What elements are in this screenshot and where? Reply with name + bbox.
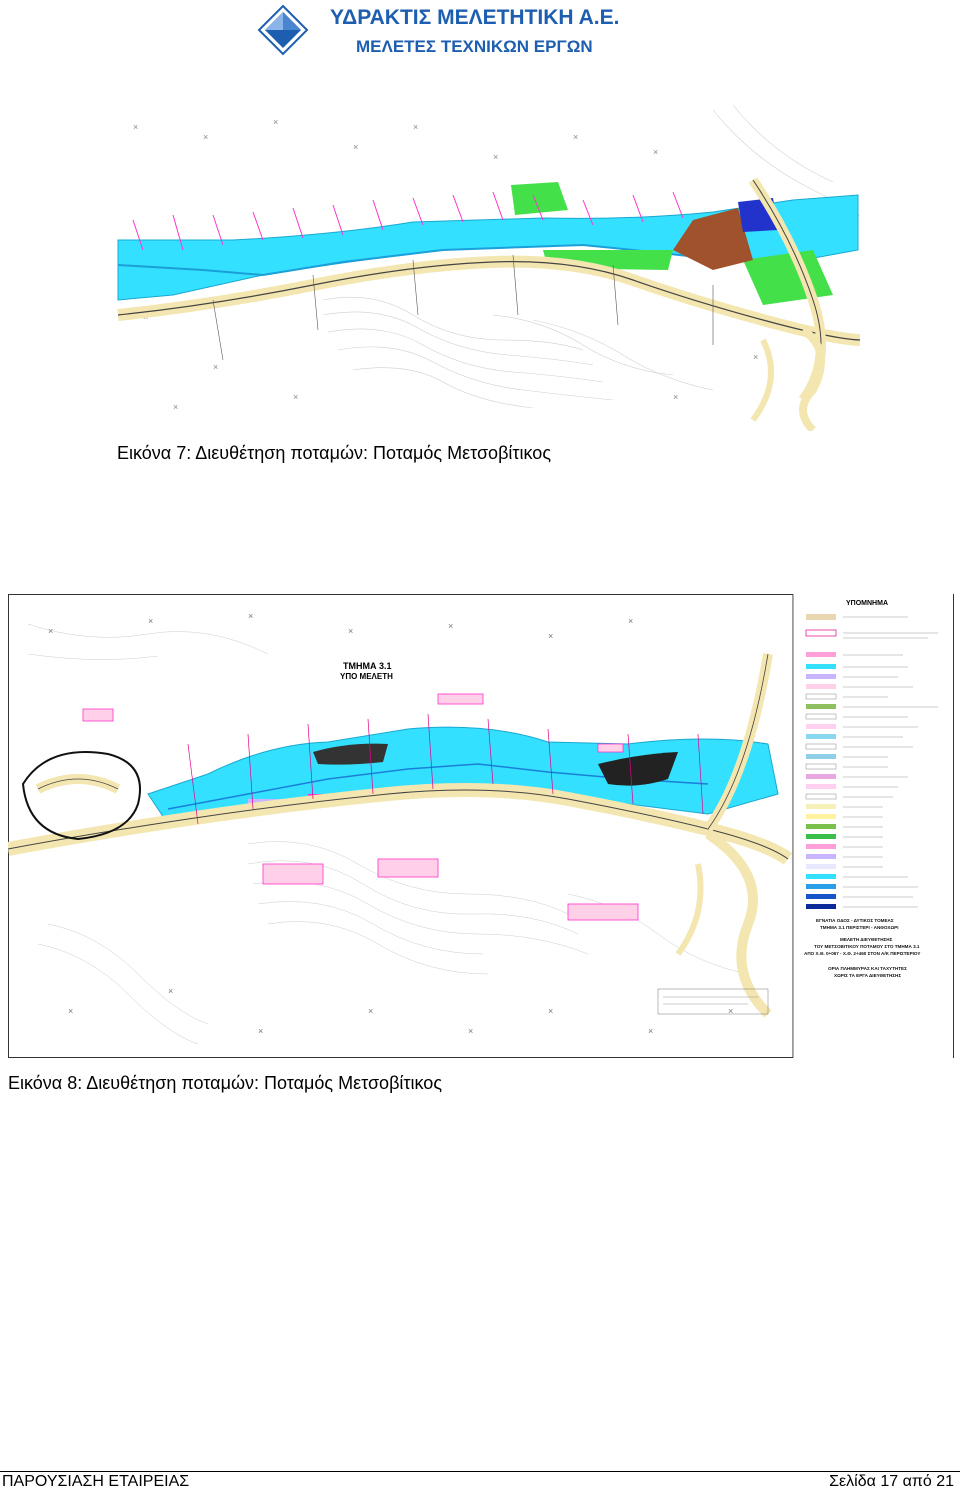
svg-text:ΤΟΥ ΜΕΤΣΟΒΙΤΙΚΟΥ ΠΟΤΑΜΟΥ ΣΤΟ Τ: ΤΟΥ ΜΕΤΣΟΒΙΤΙΚΟΥ ΠΟΤΑΜΟΥ ΣΤΟ ΤΜΗΜΑ 3.1 (814, 944, 920, 949)
svg-text:×: × (753, 352, 759, 362)
svg-text:×: × (353, 142, 359, 152)
page-header (0, 0, 960, 62)
svg-text:×: × (648, 1026, 654, 1036)
legend-title: ΥΠΟΜΝΗΜΑ (846, 600, 888, 607)
svg-text:×: × (203, 132, 209, 142)
figure-8-river-plan (8, 594, 954, 1058)
svg-text:×: × (248, 611, 254, 621)
section-sublabel: ΥΠΟ ΜΕΛΕΤΗ (340, 672, 393, 681)
svg-text:×: × (348, 626, 354, 636)
svg-text:ΕΓΝΑΤΙΑ ΟΔΟΣ - ΔΥΤΙΚΟΣ ΤΟΜΕΑΣ: ΕΓΝΑΤΙΑ ΟΔΟΣ - ΔΥΤΙΚΟΣ ΤΟΜΕΑΣ (816, 918, 894, 923)
svg-text:×: × (728, 1006, 734, 1016)
svg-text:×: × (628, 616, 634, 626)
svg-text:×: × (368, 1006, 374, 1016)
svg-text:×: × (468, 1026, 474, 1036)
footer-company-presentation: ΠΑΡΟΥΣΙΑΣΗ ΕΤΑΙΡΕΙΑΣ (2, 1473, 190, 1490)
svg-text:×: × (448, 621, 454, 631)
svg-text:ΑΠΟ Χ.Θ. 0+067 - Χ.Θ. 2+460 ΣΤ: ΑΠΟ Χ.Θ. 0+067 - Χ.Θ. 2+460 ΣΤΟΝ Α/Κ ΠΕΡΙΣΤΕΡΙΟΥ (804, 951, 921, 956)
svg-text:×: × (293, 392, 299, 402)
diamond-logo-icon (257, 4, 309, 56)
svg-text:ΧΩΡΙΣ ΤΑ ΕΡΓΑ ΔΙΕΥΘΕΤΗΣΗΣ: ΧΩΡΙΣ ΤΑ ΕΡΓΑ ΔΙΕΥΘΕΤΗΣΗΣ (834, 973, 902, 978)
svg-text:×: × (168, 986, 174, 996)
svg-text:×: × (573, 132, 579, 142)
svg-text:×: × (673, 392, 679, 402)
company-name: ΥΔΡΑΚΤΙΣ ΜΕΛΕΤΗΤΙΚΗ Α.Ε. (330, 6, 620, 29)
svg-text:×: × (173, 402, 179, 412)
figure-7-caption: Εικόνα 7: Διευθέτηση ποταμών: Ποταμός Μετσοβίτικος (117, 443, 551, 463)
svg-text:×: × (803, 412, 809, 422)
figure-8-caption: Εικόνα 8: Διευθέτηση ποταμών: Ποταμός Μετσοβίτικος (8, 1073, 442, 1093)
svg-text:×: × (273, 117, 279, 127)
footer-page-number: Σελίδα 17 από 21 (829, 1473, 954, 1490)
svg-text:×: × (413, 122, 419, 132)
svg-text:×: × (133, 122, 139, 132)
company-subtitle: ΜΕΛΕΤΕΣ ΤΕΧΝΙΚΩΝ ΕΡΓΩΝ (356, 37, 593, 56)
svg-text:×: × (653, 147, 659, 157)
footer-divider (0, 1471, 960, 1472)
svg-text:×: × (258, 1026, 264, 1036)
svg-text:×: × (548, 631, 554, 641)
figure-7-river-plan (113, 100, 860, 431)
svg-text:×: × (548, 1006, 554, 1016)
section-label: ΤΜΗΜΑ 3.1 (343, 661, 392, 671)
svg-text:×: × (143, 312, 149, 322)
svg-text:ΜΕΛΕΤΗ ΔΙΕΥΘΕΤΗΣΗΣ: ΜΕΛΕΤΗ ΔΙΕΥΘΕΤΗΣΗΣ (840, 937, 893, 942)
svg-text:×: × (493, 152, 499, 162)
svg-text:×: × (48, 626, 54, 636)
svg-text:×: × (148, 616, 154, 626)
svg-text:×: × (213, 362, 219, 372)
svg-text:ΟΡΙΑ ΠΛΗΜΜΥΡΑΣ ΚΑΙ ΤΑΧΥΤΗΤΕΣ: ΟΡΙΑ ΠΛΗΜΜΥΡΑΣ ΚΑΙ ΤΑΧΥΤΗΤΕΣ (828, 966, 907, 971)
svg-text:ΤΜΗΜΑ 3.1 ΠΕΡΙΣΤΕΡΙ - ΑΝΘΟΧΩΡΙ: ΤΜΗΜΑ 3.1 ΠΕΡΙΣΤΕΡΙ - ΑΝΘΟΧΩΡΙ (820, 925, 899, 930)
svg-text:×: × (68, 1006, 74, 1016)
